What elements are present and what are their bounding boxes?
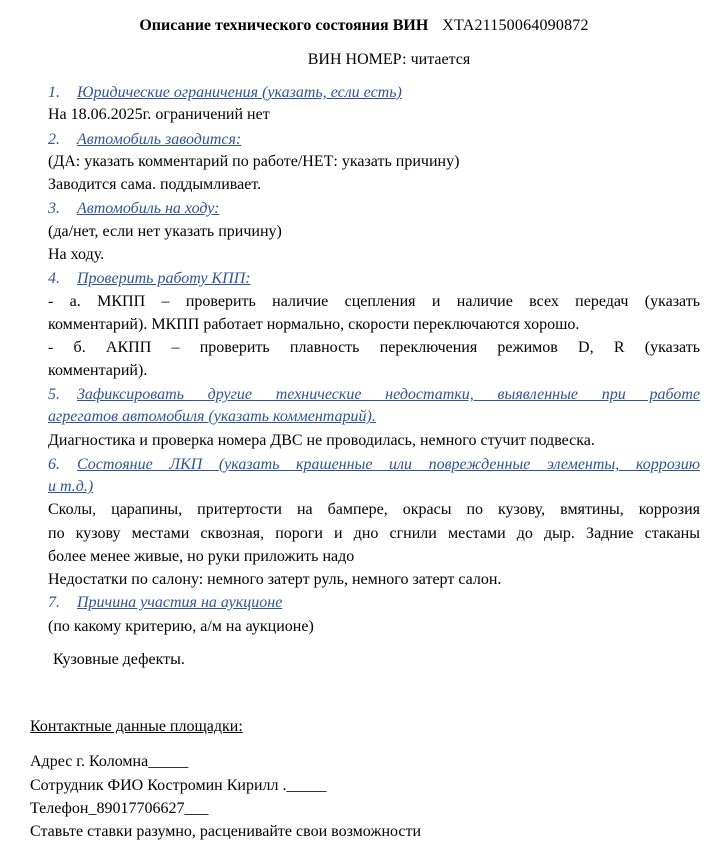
contacts-address: Адрес г. Коломна_____	[30, 753, 189, 770]
contacts-note: Ставьте ставки разумно, расценивайте свои возможности	[30, 823, 422, 840]
section-4-line-4: комментарий).	[48, 362, 148, 379]
contacts-phone: Телефон_89017706627___	[30, 800, 209, 817]
section-6-line-1: Сколы, царапины, притертости на бампере, окрасы по кузову, вмятины, коррозия	[48, 501, 700, 518]
vin-status-line: ВИН НОМЕР: читается	[307, 51, 471, 68]
document-title	[0, 16, 728, 36]
section-4-line-3: - б. АКПП – проверить плавность переключения режимов D, R (указать	[48, 339, 700, 356]
section-3-line-1: (да/нет, если нет указать причину)	[48, 223, 282, 240]
document-title-text: Описание технического состояния ВИН	[139, 17, 429, 34]
section-3-line-2: На ходу.	[48, 246, 105, 263]
section-6-heading	[48, 455, 700, 475]
section-3-heading	[48, 199, 220, 219]
section-2-number: 2.	[48, 131, 60, 148]
section-5-number: 5.	[48, 386, 60, 403]
section-7-line-2: Кузовные дефекты.	[53, 651, 185, 668]
section-1-number: 1.	[48, 84, 60, 101]
section-5-line-1: Диагностика и проверка номера ДВС не проводилась, немного стучит подвеска.	[48, 432, 595, 449]
contacts-employee: Сотрудник ФИО Костромин Кирилл ._____	[30, 777, 327, 794]
section-6-line-3: более менее живые, но руки приложить надо	[48, 548, 355, 565]
section-4-heading-text: Проверить работу КПП:	[77, 270, 251, 287]
contacts-title: Контактные данные площадки:	[30, 718, 243, 735]
section-7-heading	[48, 593, 282, 613]
section-5-heading-cont	[48, 407, 376, 427]
section-4-heading	[48, 269, 251, 289]
section-6-line-2: по кузову местами сквозная, пороги и дно сгнили местами до дыр. Задние стаканы	[48, 525, 700, 542]
section-1-heading	[48, 83, 402, 103]
section-5-heading-line-2: агрегатов автомобиля (указать комментарий).	[48, 408, 376, 425]
section-4-number: 4.	[48, 270, 60, 287]
section-7-heading-text: Причина участия на аукционе	[77, 594, 283, 611]
section-6-line-4: Недостатки по салону: немного затерт руль, немного затерт салон.	[48, 571, 502, 588]
section-6-heading-line-2: и т.д.)	[48, 478, 94, 495]
section-4-line-2: комментарий). МКПП работает нормально, скорости переключаются хорошо.	[48, 316, 580, 333]
section-3-heading-text: Автомобиль на ходу:	[77, 200, 220, 217]
section-2-heading-text: Автомобиль заводится:	[77, 131, 242, 148]
section-7-line-1: (по какому критерию, а/м на аукционе)	[48, 618, 314, 635]
section-5-heading	[48, 385, 700, 405]
section-4-line-1: - а. МКПП – проверить наличие сцепления и наличие всех передач (указать	[48, 293, 700, 310]
section-6-number: 6.	[48, 456, 60, 473]
section-2-heading	[48, 130, 241, 150]
section-6-heading-line-1: Состояние ЛКП (указать крашенные или поврежденные элементы, коррозию	[77, 456, 700, 473]
section-3-number: 3.	[48, 200, 60, 217]
section-1-line-1: На 18.06.2025г. ограничений нет	[48, 106, 270, 123]
section-2-line-1: (ДА: указать комментарий по работе/НЕТ: указать причину)	[48, 153, 460, 170]
section-2-line-2: Заводится сама. поддымливает.	[48, 176, 262, 193]
section-6-heading-cont	[48, 477, 93, 497]
vin-number: XTA21150064090872	[442, 17, 589, 34]
section-5-heading-line-1: Зафиксировать другие технические недостатки, выявленные при работе	[77, 386, 700, 403]
section-1-heading-text: Юридические ограничения (указать, если есть)	[77, 84, 402, 101]
section-7-number: 7.	[48, 594, 60, 611]
